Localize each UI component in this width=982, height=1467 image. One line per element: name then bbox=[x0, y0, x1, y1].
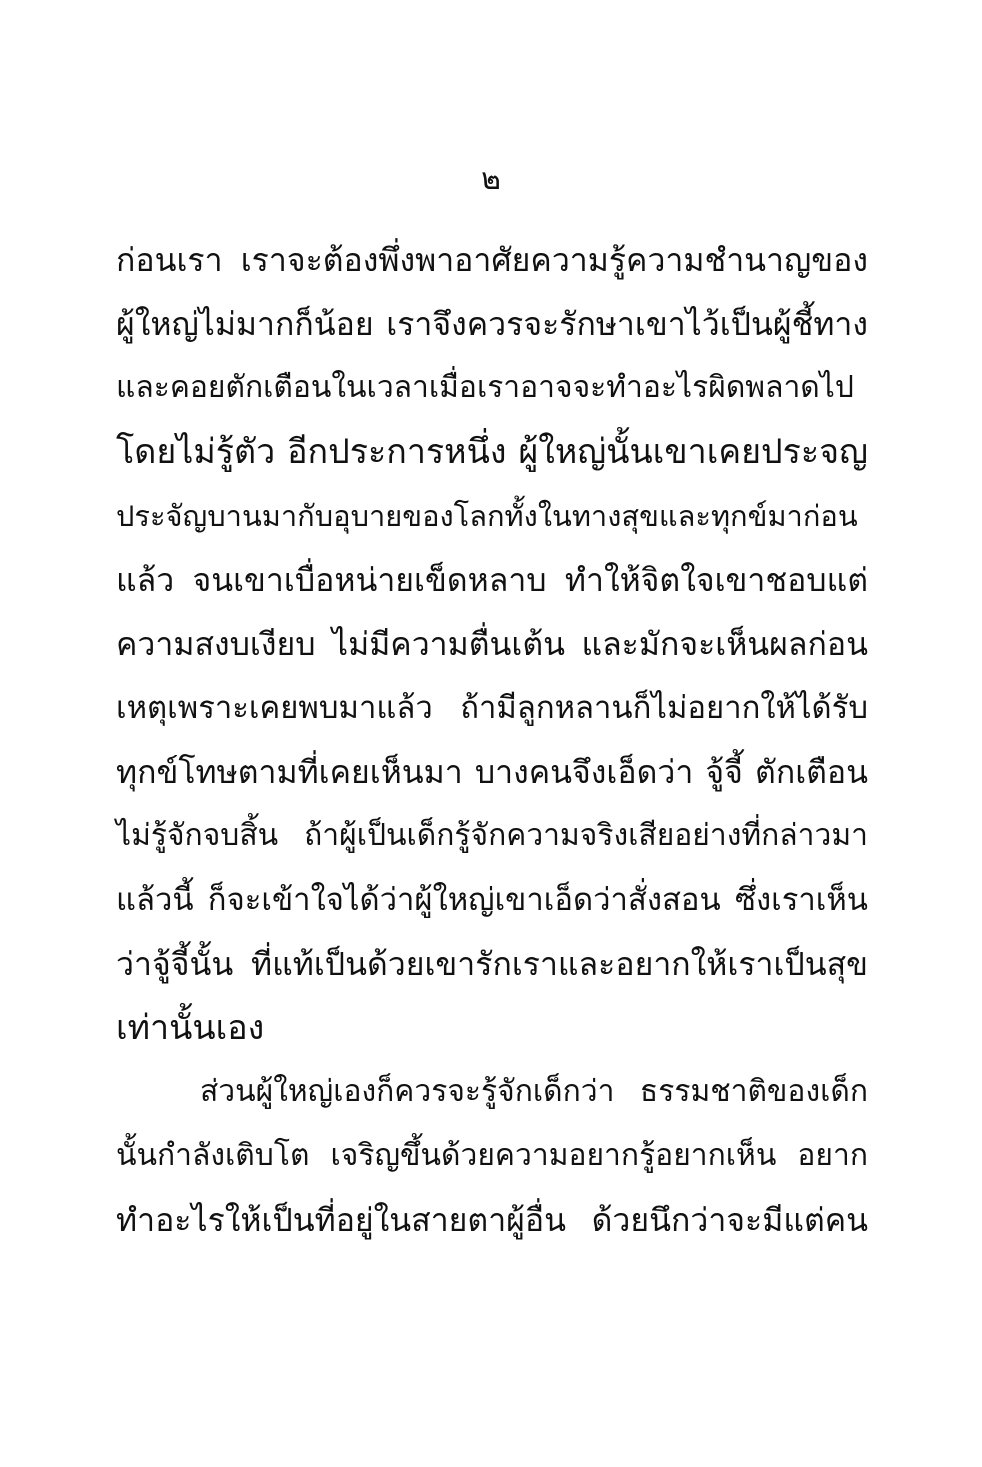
text-line: ความสงบเงียบ ไม่มีความตื่นเต้น และมักจะเห็นผลก่อน bbox=[116, 625, 868, 663]
paragraph-start-line: ส่วนผู้ใหญ่เองก็ควรจะรู้จักเด็กว่า ธรรมชาติของเด็ก bbox=[200, 1074, 868, 1109]
text-line: ไม่รู้จักจบสิ้น ถ้าผู้เป็นเด็กรู้จักความจริงเสียอย่างที่กล่าวมา bbox=[116, 818, 868, 853]
paragraph-end-line: เท่านั้นเอง bbox=[116, 1008, 265, 1048]
text-line: ก่อนเรา เราจะต้องพึ่งพาอาศัยความรู้ความชำนาญของ bbox=[116, 241, 868, 279]
page-number: ๒ bbox=[481, 162, 501, 197]
text-line: เหตุเพราะเคยพบมาแล้ว ถ้ามีลูกหลานก็ไม่อยากให้ได้รับ bbox=[116, 690, 868, 726]
text-line: แล้ว จนเขาเบื่อหน่ายเข็ดหลาบ ทำให้จิตใจเขาชอบแต่ bbox=[116, 561, 868, 599]
text-line: ว่าจู้จี้นั้น ที่แท้เป็นด้วยเขารักเราและอยากให้เราเป็นสุข bbox=[116, 945, 868, 983]
text-line: ประจัญบานมากับอุบายของโลกทั้งในทางสุขและทุกข์มาก่อน bbox=[116, 499, 858, 533]
text-line: ทุกข์โทษตามที่เคยเห็นมา บางคนจึงเอ็ดว่า จู้จี้ ตักเตือน bbox=[116, 753, 868, 791]
text-line: และคอยตักเตือนในเวลาเมื่อเราอาจจะทำอะไรผิดพลาดไป bbox=[116, 370, 854, 405]
text-line: นั้นกำลังเติบโต เจริญขึ้นด้วยความอยากรู้อยากเห็น อยาก bbox=[116, 1138, 868, 1173]
text-line: แล้วนี้ ก็จะเข้าใจได้ว่าผู้ใหญ่เขาเอ็ดว่าสั่งสอน ซึ่งเราเห็น bbox=[116, 882, 868, 918]
text-line: ผู้ใหญ่ไม่มากก็น้อย เราจึงควรจะรักษาเขาไว้เป็นผู้ชี้ทาง bbox=[116, 305, 868, 343]
text-line: ทำอะไรให้เป็นที่อยู่ในสายตาผู้อื่น ด้วยนึกว่าจะมีแต่คน bbox=[116, 1201, 868, 1239]
text-line: โดยไม่รู้ตัว อีกประการหนึ่ง ผู้ใหญ่นั้นเขาเคยประจญ bbox=[116, 432, 868, 472]
body-text bbox=[116, 228, 868, 1252]
